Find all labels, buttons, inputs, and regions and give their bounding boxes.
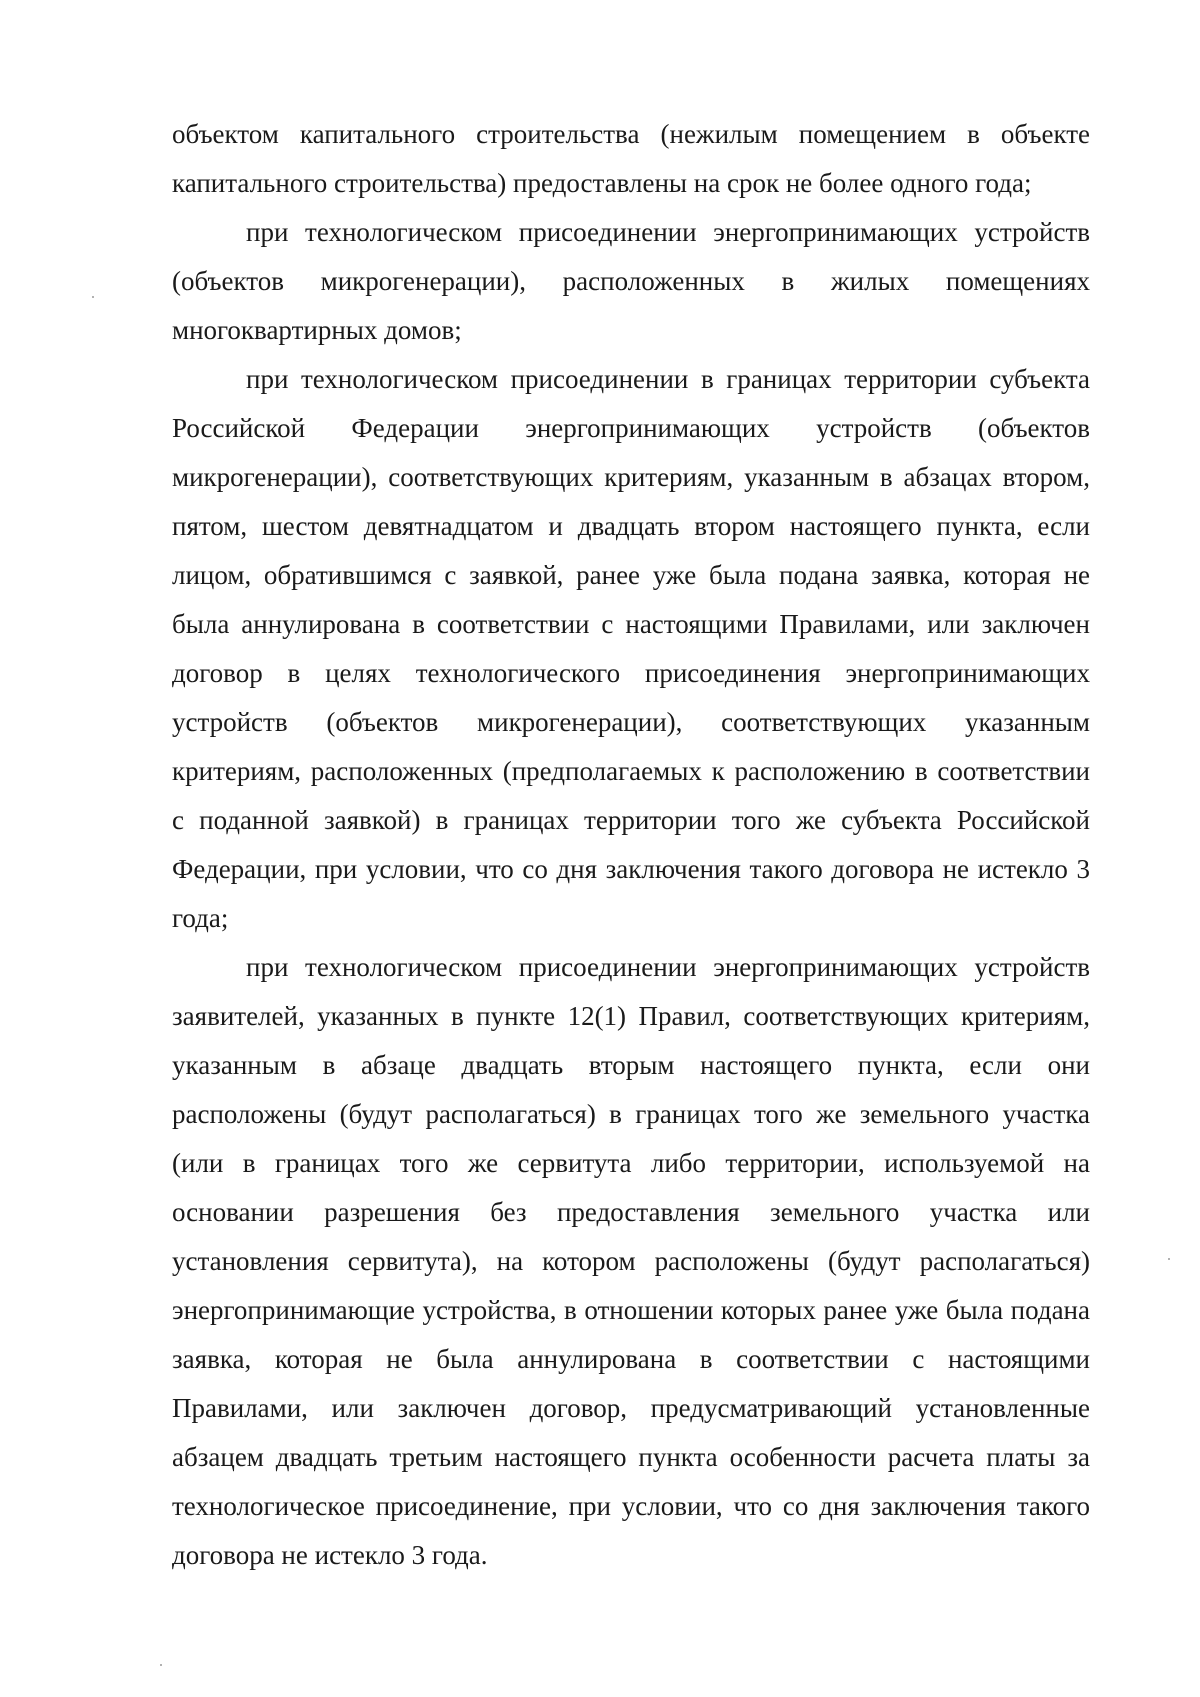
document-body — [172, 110, 1090, 1580]
scan-speck — [1168, 1258, 1170, 1260]
scan-speck — [92, 296, 94, 298]
paragraph-3: при технологическом присоединении в границах территории субъекта Российской Федерации энергопринимающих устройств (объектов микрогенерации), соответствующих критериям, указанным в абзацах втором, пятом, шестом девятнадцатом и двадцать втором настоящего пункта, если лицом, обратившимся с заявкой, ранее уже была подана заявка, которая не была аннулирована в соответствии с настоящими Правилами, или заключен договор в целях технологического присоединения энергопринимающих устройств (объектов микрогенерации), соответствующих указанным критериям, расположенных (предполагаемых к расположению в соответствии с поданной заявкой) в границах территории того же субъекта Российской Федерации, при условии, что со дня заключения такого договора не истекло 3 года; — [172, 364, 1090, 933]
paragraph-1: объектом капитального строительства (нежилым помещением в объекте капитального строительства) предоставлены на срок не более одного года; — [172, 119, 1090, 198]
scan-speck — [160, 1664, 162, 1666]
paragraph-4: при технологическом присоединении энергопринимающих устройств заявителей, указанных в пункте 12(1) Правил, соответствующих критериям, указанным в абзаце двадцать вторым настоящего пункта, если они расположены (будут располагаться) в границах того же земельного участка (или в границах того же сервитута либо территории, используемой на основании разрешения без предоставления земельного участка или установления сервитута), на котором расположены (будут располагаться) энергопринимающие устройства, в отношении которых ранее уже была подана заявка, которая не была аннулирована в соответствии с настоящими Правилами, или заключен договор, предусматривающий установленные абзацем двадцать третьим настоящего пункта особенности расчета платы за технологическое присоединение, при условии, что со дня заключения такого договора не истекло 3 года. — [172, 952, 1090, 1570]
paragraph-2: при технологическом присоединении энергопринимающих устройств (объектов микрогенерации), расположенных в жилых помещениях многоквартирных домов; — [172, 217, 1090, 345]
